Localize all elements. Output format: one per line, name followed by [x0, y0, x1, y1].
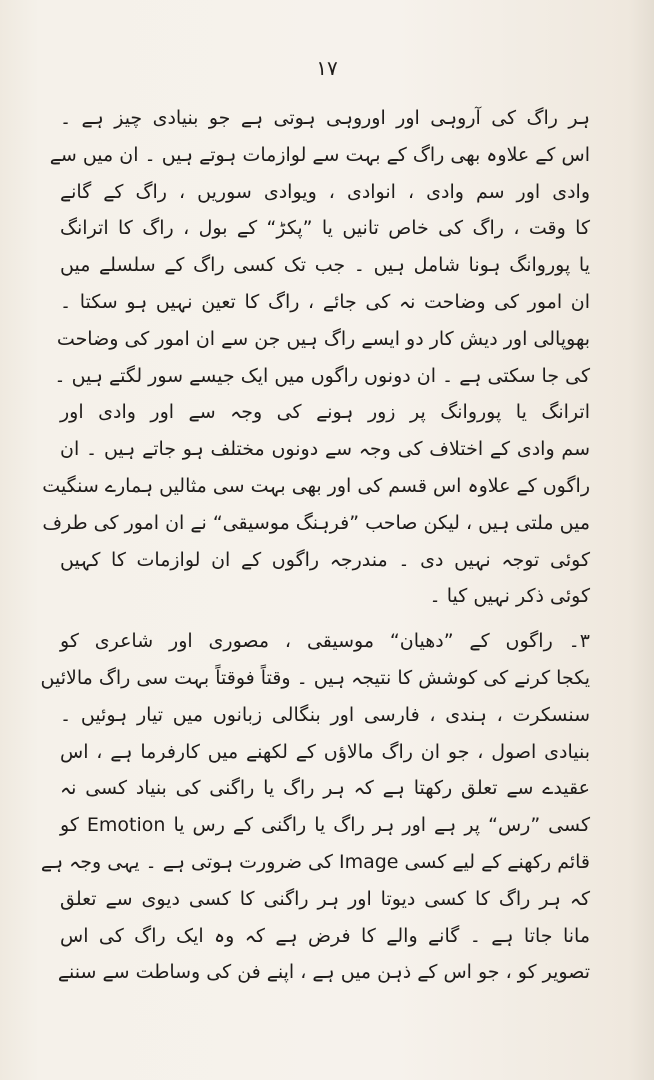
body-text: [40, 100, 591, 991]
paragraph-gap: [60, 615, 590, 623]
text-line: تصویر کو ، جو اس کے ذہن میں ہے ، اپنے فن کی وساطت سے سننے: [57, 961, 590, 984]
page-number: ۱۷: [316, 56, 338, 80]
text-line: مانا جاتا ہے ۔ گانے والے کا فرض ہے کہ وہ ایک راگ کی اس: [60, 924, 590, 947]
text-line: کسی ”رس“ پر ہے اور ہر راگ یا راگنی کے رس یا Emotion کو: [60, 814, 591, 837]
text-line: کوئی ذکر نہیں کیا ۔: [429, 585, 590, 608]
text-line: راگوں کے علاوہ اس قسم کی اور بھی بہت سی مثالیں ہمارے سنگیت: [42, 474, 590, 497]
text-line: بھوپالی اور دیش کار دو ایسے راگ ہیں جن سے ان امور کی وضاحت: [56, 327, 590, 350]
text-line: بنیادی اصول ، جو ان راگ مالاؤں کے لکھنے میں کارفرما ہے ، اس: [60, 740, 590, 763]
text-line: کہ ہر راگ کا کسی دیوتا اور ہر راگنی کا کسی دیوی سے تعلق: [60, 887, 590, 910]
text-line: عقیدے سے تعلق رکھتا ہے کہ ہر راگ یا راگنی کی بنیاد کسی نہ: [60, 777, 590, 800]
paragraph-1: [42, 100, 590, 615]
text-line: کوئی توجہ نہیں دی ۔ مندرجہ راگوں کے ان لوازمات کا کہیں: [60, 548, 590, 571]
text-line: ہر راگ کی آروہی اور اوروہی ہوتی ہے جو بنیادی چیز ہے ۔: [60, 107, 590, 129]
text-line: اترانگ یا پوروانگ پر زور ہونے کی وجہ سے اور وادی اور: [60, 401, 590, 424]
text-line: سنسکرت ، ہندی ، فارسی اور بنگالی زبانوں میں تیار ہوئیں ۔: [60, 703, 590, 726]
text-line: کا وقت ، راگ کی خاص تانیں یا ”پکڑ“ کے بول ، راگ کا اترانگ: [60, 217, 590, 240]
text-line: اس کے علاوہ بھی راگ کے بہت سے لوازمات ہوتے ہیں ۔ ان میں سے: [49, 143, 590, 166]
paragraph-2: [40, 623, 591, 991]
text-line: وادی اور سم وادی ، انوادی ، ویوادی سوریں ، راگ کے گانے: [60, 180, 590, 203]
text-line: قائم رکھنے کے لیے کسی Image کی ضرورت ہوتی ہے ۔ یہی وجہ ہے: [40, 850, 590, 873]
text-line: کی جا سکتی ہے ۔ ان دونوں راگوں میں ایک جیسے سور لگتے ہیں ۔: [54, 364, 590, 387]
text-line: یکجا کرنے کی کوشش کا نتیجہ ہیں ۔ وقتاً فوقتاً بہت سی راگ مالائیں: [40, 666, 590, 689]
text-line: ان امور کی وضاحت نہ کی جائے ، راگ کا تعین نہیں ہو سکتا ۔: [60, 290, 590, 313]
text-line: ۳۔ راگوں کے ”دھیان“ موسیقی ، مصوری اور شاعری کو: [60, 630, 590, 653]
text-line: میں ملتی ہیں ، لیکن صاحب ”فرہنگ موسیقی“ نے ان امور کی طرف: [42, 511, 590, 534]
text-line: سم وادی کے اختلاف کی وجہ سے دونوں مختلف ہو جاتے ہیں ۔ ان: [60, 438, 590, 461]
text-line: یا پوروانگ ہونا شامل ہیں ۔ جب تک کسی راگ کے سلسلے میں: [60, 254, 590, 277]
